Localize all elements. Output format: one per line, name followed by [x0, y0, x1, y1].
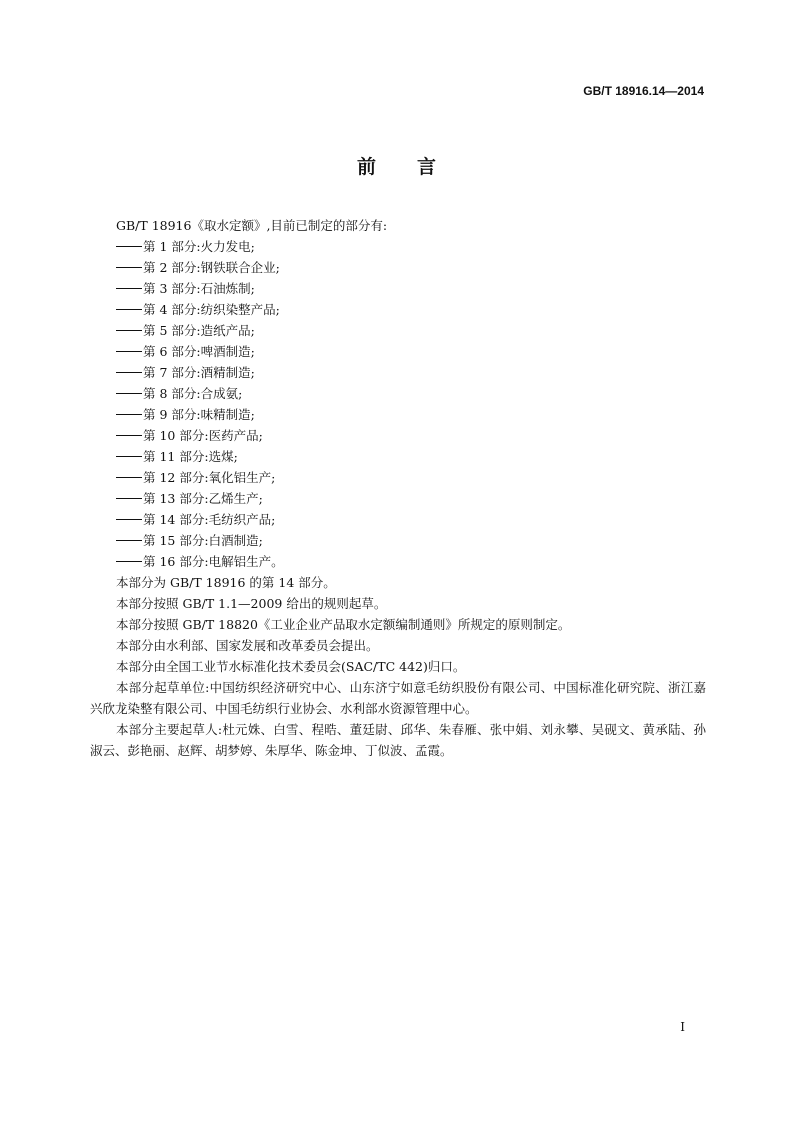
em-dash-mark — [116, 519, 142, 520]
list-item: 第 14 部分:毛纺织产品; — [90, 509, 706, 530]
drafters-paragraph: 本部分主要起草人:杜元姝、白雪、程晧、董廷尉、邱华、朱春雁、张中娟、刘永攀、吴砚文、黄承陆、孙淑云、彭艳丽、赵辉、胡梦婷、朱厚华、陈金坤、丁似波、孟霞。 — [90, 722, 706, 758]
em-dash-mark — [116, 414, 142, 415]
em-dash-mark — [116, 372, 142, 373]
proposer-paragraph: 本部分由水利部、国家发展和改革委员会提出。 — [116, 638, 379, 653]
em-dash-mark — [116, 267, 142, 268]
list-item: 第 4 部分:纺织染整产品; — [90, 299, 706, 320]
list-item: 第 1 部分:火力发电; — [90, 236, 706, 257]
drafting-rules-paragraph: 本部分按照 GB/T 1.1—2009 给出的规则起草。 — [116, 596, 387, 611]
list-item: 第 15 部分:白酒制造; — [90, 530, 706, 551]
list-item: 第 9 部分:味精制造; — [90, 404, 706, 425]
list-item: 第 3 部分:石油炼制; — [90, 278, 706, 299]
em-dash-mark — [116, 435, 142, 436]
em-dash-mark — [116, 540, 142, 541]
standard-code-header: GB/T 18916.14—2014 — [583, 84, 704, 98]
list-item: 第 16 部分:电解铝生产。 — [90, 551, 706, 572]
em-dash-mark — [116, 351, 142, 352]
em-dash-mark — [116, 288, 142, 289]
title-char-1: 前 — [356, 156, 377, 178]
list-item: 第 10 部分:医药产品; — [90, 425, 706, 446]
em-dash-mark — [116, 456, 142, 457]
list-item: 第 7 部分:酒精制造; — [90, 362, 706, 383]
list-item: 第 5 部分:造纸产品; — [90, 320, 706, 341]
em-dash-mark — [116, 246, 142, 247]
list-item: 第 8 部分:合成氨; — [90, 383, 706, 404]
principles-paragraph: 本部分按照 GB/T 18820《工业企业产品取水定额编制通则》所规定的原则制定。 — [116, 617, 571, 632]
list-item: 第 6 部分:啤酒制造; — [90, 341, 706, 362]
em-dash-mark — [116, 477, 142, 478]
list-item: 第 11 部分:选煤; — [90, 446, 706, 467]
em-dash-mark — [116, 498, 142, 499]
em-dash-mark — [116, 330, 142, 331]
list-item: 第 2 部分:钢铁联合企业; — [90, 257, 706, 278]
part-statement-paragraph: 本部分为 GB/T 18916 的第 14 部分。 — [116, 575, 336, 590]
list-item: 第 13 部分:乙烯生产; — [90, 488, 706, 509]
em-dash-mark — [116, 309, 142, 310]
preface-body — [90, 215, 706, 761]
drafting-units-paragraph: 本部分起草单位:中国纺织经济研究中心、山东济宁如意毛纺织股份有限公司、中国标准化研究院、浙江嘉兴欣龙染整有限公司、中国毛纺织行业协会、水利部水资源管理中心。 — [90, 680, 706, 716]
page-title — [0, 152, 794, 179]
page-number: I — [680, 1020, 685, 1034]
title-char-2: 言 — [417, 156, 438, 178]
em-dash-mark — [116, 393, 142, 394]
em-dash-mark — [116, 561, 142, 562]
intro-paragraph: GB/T 18916《取水定额》,目前已制定的部分有: — [116, 218, 388, 233]
list-item: 第 12 部分:氧化铝生产; — [90, 467, 706, 488]
centralized-by-paragraph: 本部分由全国工业节水标准化技术委员会(SAC/TC 442)归口。 — [116, 659, 466, 674]
parts-list — [90, 236, 706, 572]
